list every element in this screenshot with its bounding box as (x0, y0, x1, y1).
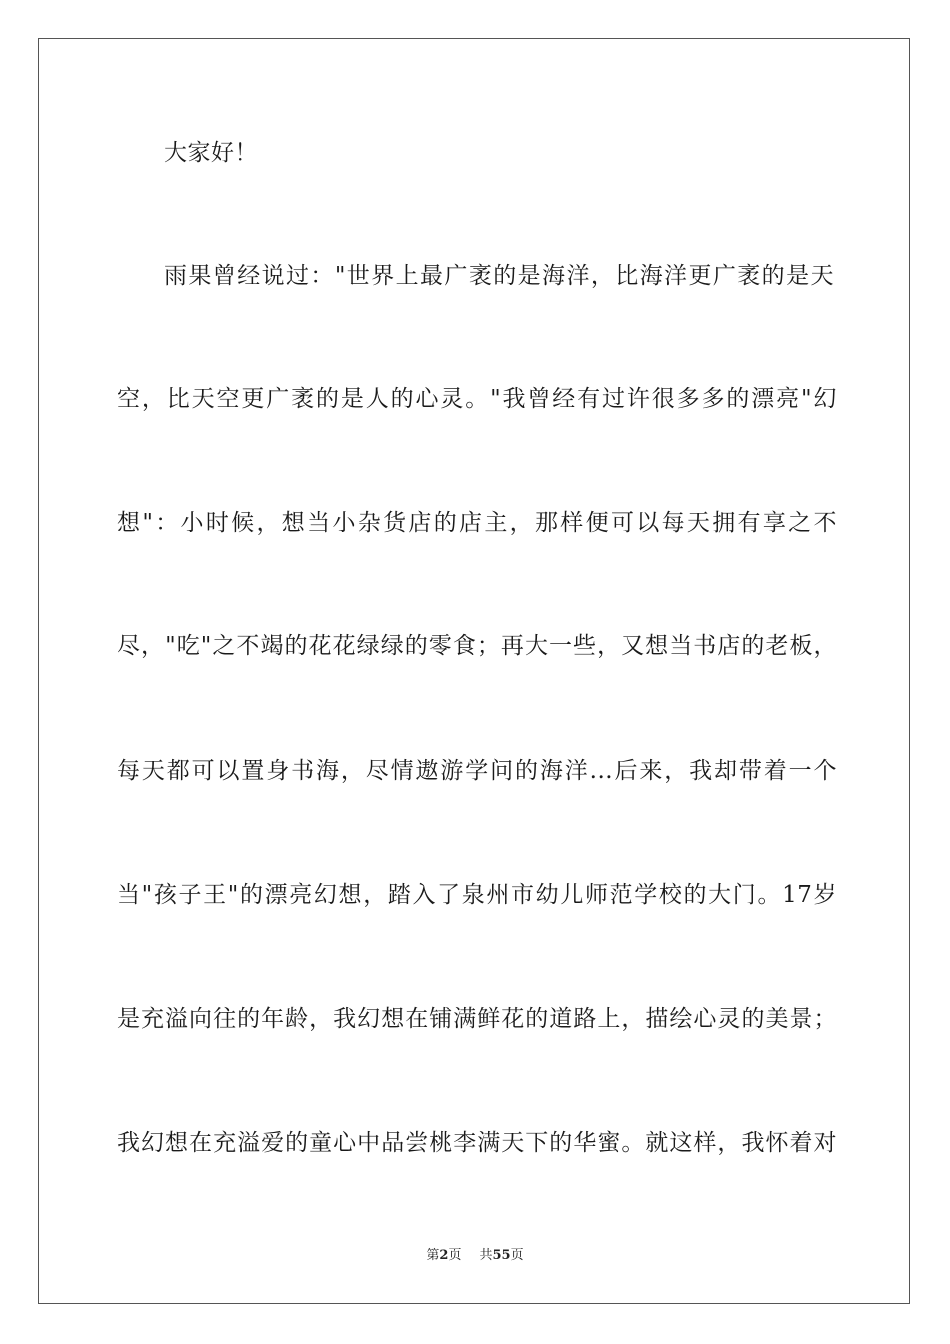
page-suffix: 页 (448, 1248, 462, 1263)
paragraph-line-6: 当"孩子王"的漂亮幻想，踏入了泉州市幼儿师范学校的大门。17岁 (117, 882, 837, 908)
page-footer (0, 1247, 950, 1265)
page-number: 2 (439, 1248, 449, 1263)
paragraph-line-1: 雨果曾经说过："世界上最广袤的是海洋，比海洋更广袤的是天 (164, 263, 834, 289)
total-prefix: 共 (479, 1248, 493, 1263)
paragraph-line-2: 空，比天空更广袤的是人的心灵。"我曾经有过许很多多的漂亮"幻 (117, 386, 837, 412)
paragraph-line-4: 尽，"吃"之不竭的花花绿绿的零食；再大一些，又想当书店的老板， (117, 633, 837, 659)
paragraph-line-8: 我幻想在充溢爱的童心中品尝桃李满天下的华蜜。就这样，我怀着对 (117, 1130, 837, 1156)
paragraph-line-3: 想"：小时候，想当小杂货店的店主，那样便可以每天拥有享之不 (117, 510, 837, 536)
paragraph-line-5: 每天都可以置身书海，尽情遨游学问的海洋...后来，我却带着一个 (117, 758, 837, 784)
total-suffix: 页 (510, 1248, 524, 1263)
paragraph-line-7: 是充溢向往的年龄，我幻想在铺满鲜花的道路上，描绘心灵的美景； (117, 1006, 837, 1032)
page-border (38, 38, 910, 1304)
greeting-line: 大家好！ (164, 140, 258, 166)
total-pages: 55 (492, 1248, 511, 1263)
page-prefix: 第 (426, 1248, 440, 1263)
